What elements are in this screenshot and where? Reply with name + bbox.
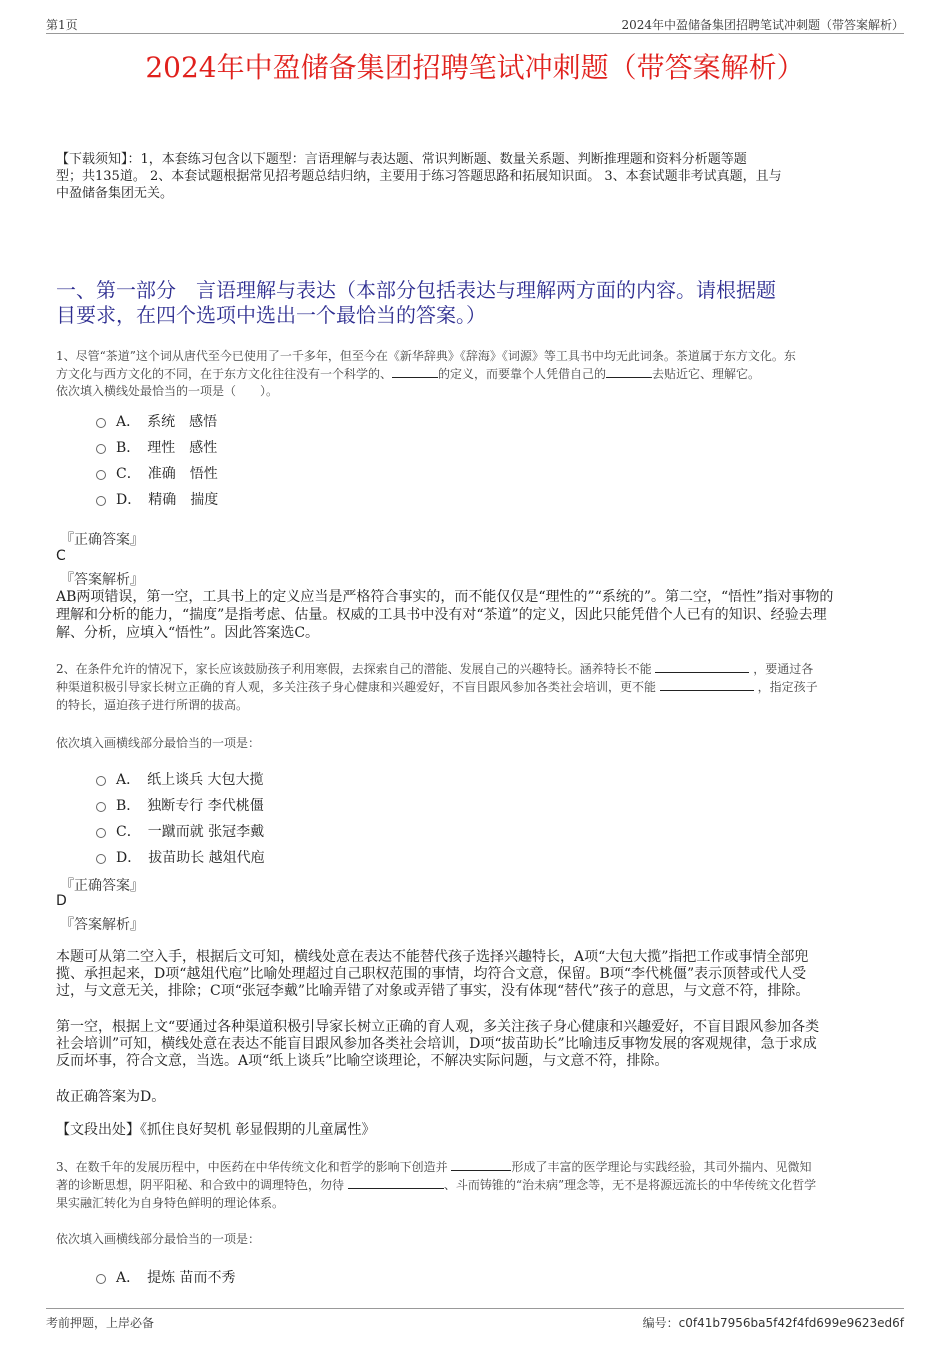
question-2: 2、在条件允许的情况下，家长应该鼓励孩子利用寒假，去探索自己的潜能、发展自己的兴趣特长。涵养特长不能 ，要通过各 种渠道积极引导家长树立正确的育人观，多关注孩子身心健康和兴趣爱好，不盲目跟风参加各类社会培训，更不能 ，指定孩子 的特长，逼迫孩子进行所谓的拔高。 [56, 662, 818, 712]
q2-option-a[interactable]: A． 纸上谈兵 大包大揽 [96, 769, 264, 789]
radio-icon[interactable] [96, 418, 106, 428]
q3-option-a[interactable]: A． 提炼 苗而不秀 [96, 1267, 236, 1287]
q1-analysis: AB两项错误，第一空，工具书上的定义应当是严格符合事实的，而不能仅仅是“理性的”“系统的”。第二空，“悟性”指对事物的 理解和分析的能力，“揣度”是指考虑、估量。权威的工具书中没有对“茶道”的定义，因此只能凭借个人已有的知识、经验去理 解、分析，应填入“悟性”。因此答案选C。 [56, 589, 834, 641]
radio-icon[interactable] [96, 776, 106, 786]
question-3: 3、在数千年的发展历程中，中医药在中华传统文化和哲学的影响下创造并 形成了丰富的医学理论与实践经验，其司外揣内、见微知 著的诊断思想，阴平阳秘、和合致中的调理特色，勿待 、斗而铸锥的“治未病”理念等，无不是将源远流长的中华传统文化哲学 果实融汇转化为自身特色鲜明的理论体系。 [56, 1160, 817, 1210]
q1-answer: C [56, 548, 66, 564]
q3-prompt: 依次填入画横线部分最恰当的一项是： [56, 1232, 261, 1246]
footer-slogan: 考前押题，上岸必备 [46, 1316, 155, 1330]
q2-option-c[interactable]: C． 一蹴而就 张冠李戴 [96, 821, 264, 841]
header-rule [46, 33, 904, 34]
radio-icon[interactable] [96, 828, 106, 838]
q2-analysis-1: 本题可从第二空入手，根据后文可知，横线处意在表达不能替代孩子选择兴趣特长，A项“大包大揽”指把工作或事情全部兜 揽、承担起来，D项“越俎代庖”比喻处理超过自己职权范围的事情，均符合文意，保留。B项“李代桃僵”表示顶替或代人受 过，与文意无关，排除；C项“张冠李戴”比喻弄错了对象或弄错了事实，没有体现“替代”孩子的意思，与文意不符，排除。 [56, 949, 810, 999]
blank [348, 1176, 444, 1189]
radio-icon[interactable] [96, 444, 106, 454]
footer-code: 编号：c0f41b7956ba5f42f4fd699e9623ed6f [642, 1316, 904, 1330]
page-title: 2024年中盈储备集团招聘笔试冲刺题（带答案解析） [145, 51, 805, 84]
blank [451, 1158, 511, 1171]
q2-analysis-2: 第一空，根据上文“要通过各种渠道积极引导家长树立正确的育人观，多关注孩子身心健康和兴趣爱好，不盲目跟风参加各类 社会培训”可知，横线处意在表达不能盲目跟风参加各类社会培训，D项“拔苗助长”比喻违反事物发展的客观规律，急于求成 反而坏事，符合文意，当选。A项“纸上谈兵”比喻空谈理论，不解决实际问题，与文意不符，排除。 [56, 1019, 820, 1069]
q2-answer-label: 『正确答案』 [60, 878, 144, 894]
download-notice: 【下载须知】：1，本套练习包含以下题型：言语理解与表达题、常识判断题、数量关系题、判断推理题和资料分析题等题 型；共135道。 2、本套试题根据常见招考题总结归纳，主要用于练习答题思路和拓展知识面。 3、本套试题非考试真题，且与 中盈储备集团无关。 [56, 152, 782, 201]
q2-analysis-label: 『答案解析』 [60, 917, 144, 933]
radio-icon[interactable] [96, 802, 106, 812]
q1-answer-label: 『正确答案』 [60, 532, 144, 548]
q2-option-d[interactable]: D． 拔苗助长 越俎代庖 [96, 847, 265, 867]
radio-icon[interactable] [96, 496, 106, 506]
q1-option-a[interactable]: A． 系统 感悟 [96, 411, 217, 431]
question-1: 1、尽管“茶道”这个词从唐代至今已使用了一千多年，但至今在《新华辞典》《辞海》《词源》等工具书中均无此词条。茶道属于东方文化。东 方文化与西方文化的不同，在于东方文化往往没有一个科学的、 的定义，而要靠个人凭借自己的 去贴近它、理解它。 依次填入横线处最恰当的一项是（ ）。 [56, 349, 796, 398]
blank [606, 365, 652, 378]
footer-rule [46, 1308, 904, 1309]
q2-prompt: 依次填入画横线部分最恰当的一项是： [56, 736, 261, 750]
blank [655, 660, 749, 673]
q1-option-c[interactable]: C． 准确 悟性 [96, 463, 218, 483]
q1-option-b[interactable]: B． 理性 感性 [96, 437, 217, 457]
radio-icon[interactable] [96, 854, 106, 864]
q2-option-b[interactable]: B． 独断专行 李代桃僵 [96, 795, 264, 815]
q2-source: 【文段出处】《抓住良好契机 彰显假期的儿童属性》 [56, 1122, 376, 1138]
q1-analysis-label: 『答案解析』 [60, 572, 144, 588]
header-page-number: 第1页 [46, 18, 78, 32]
q2-conclusion: 故正确答案为D。 [56, 1089, 166, 1105]
q1-option-d[interactable]: D． 精确 揣度 [96, 489, 218, 509]
blank [392, 365, 438, 378]
blank [660, 678, 754, 691]
header-doc-title: 2024年中盈储备集团招聘笔试冲刺题（带答案解析） [621, 18, 904, 32]
section-heading: 一、第一部分 言语理解与表达（本部分包括表达与理解两方面的内容。请根据题 目要求，在四个选项中选出一个最恰当的答案。） [56, 278, 776, 327]
q2-answer: D [56, 893, 67, 909]
radio-icon[interactable] [96, 1274, 106, 1284]
radio-icon[interactable] [96, 470, 106, 480]
